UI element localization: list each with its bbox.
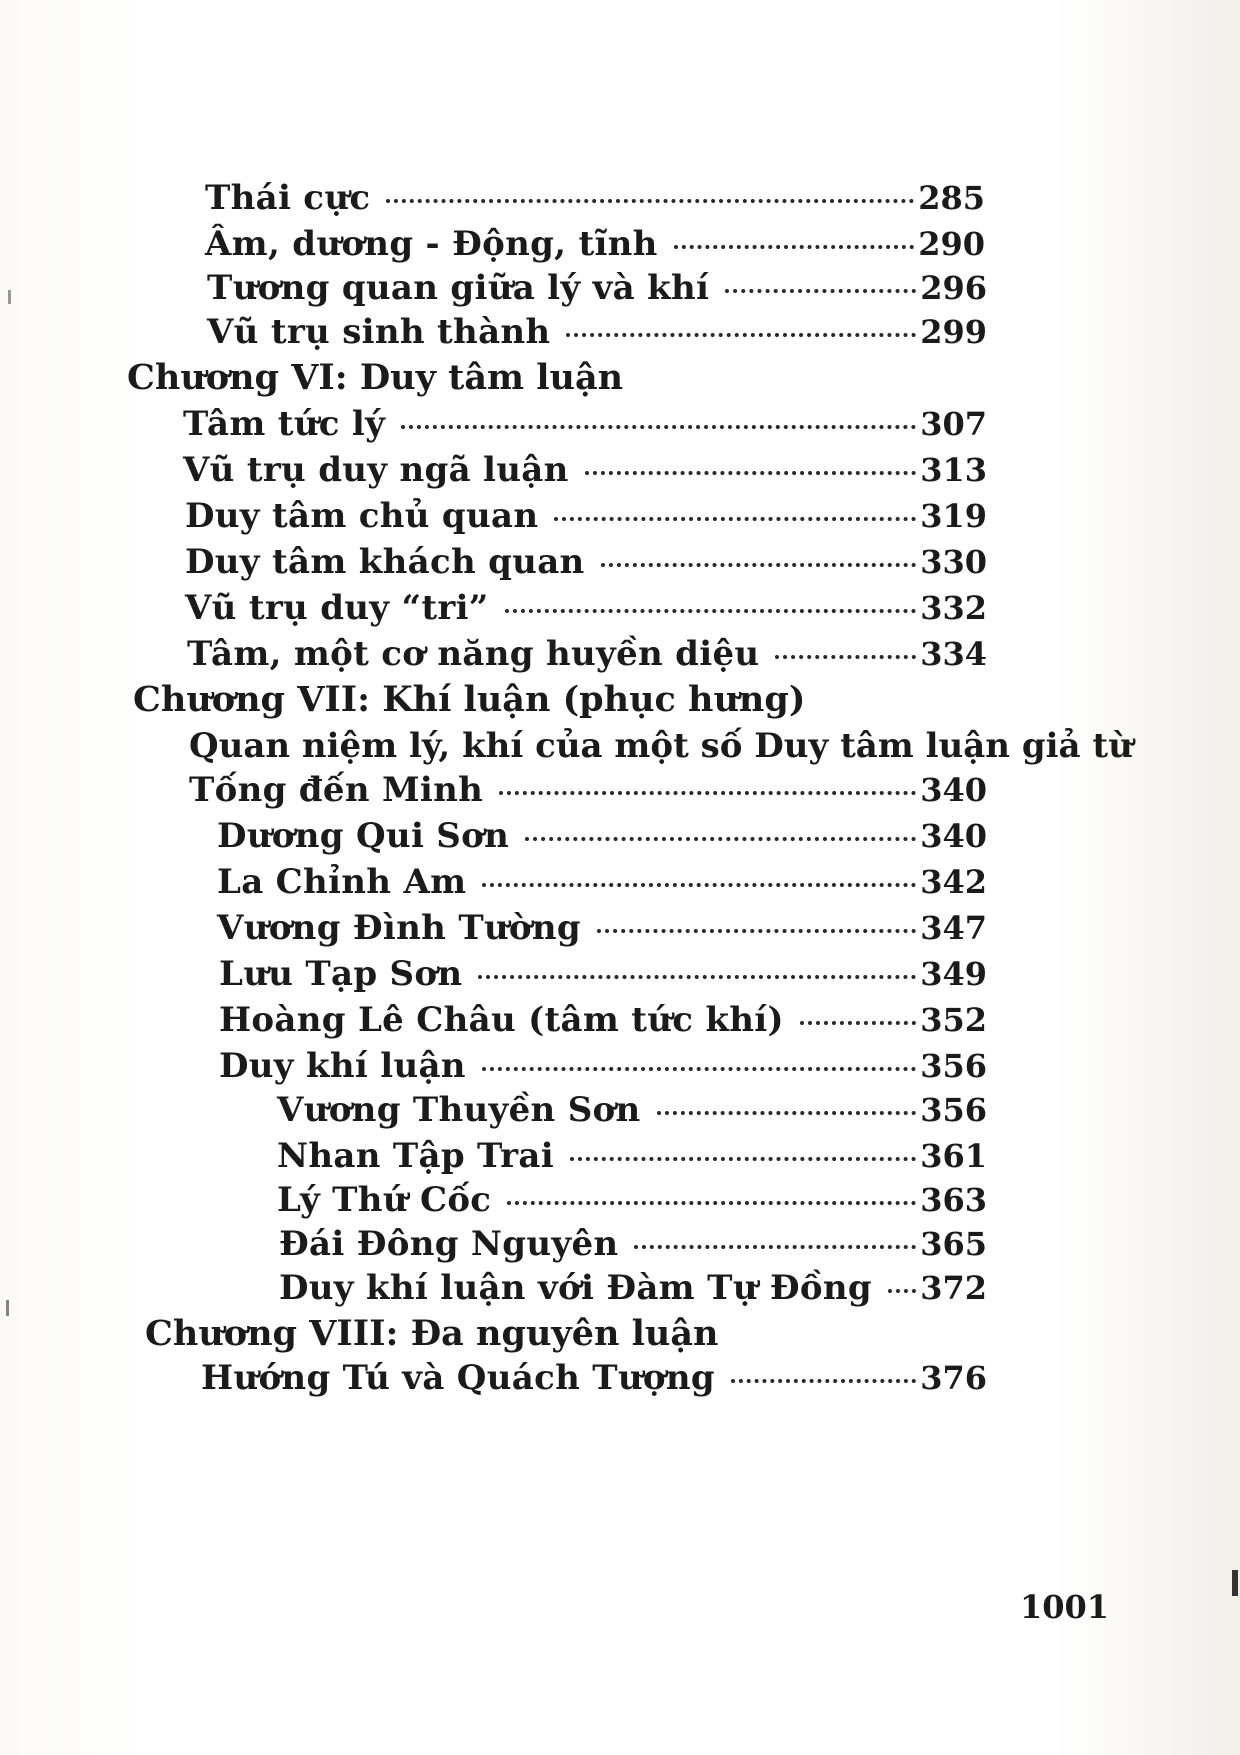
toc-entry-page: 372 (920, 1269, 987, 1307)
toc-entry-title: Hướng Tú và Quách Tượng (201, 1358, 715, 1398)
page-number: 1001 (1020, 1588, 1110, 1626)
toc-entry-page: 332 (920, 589, 987, 627)
toc-entry-title: Vương Thuyền Sơn (277, 1090, 641, 1130)
toc-entry (185, 586, 987, 630)
toc-sub-entry (277, 1088, 987, 1132)
toc-entry-page: 307 (920, 405, 987, 443)
toc-entry-page: 361 (920, 1137, 987, 1175)
toc-entry (185, 494, 987, 538)
toc-entry (183, 402, 987, 446)
dot-leader (597, 929, 916, 933)
toc-entry-title: Tương quan giữa lý và khí (207, 268, 710, 308)
dot-leader (657, 1111, 917, 1115)
dot-leader (554, 517, 916, 521)
toc-entry-title: Lý Thứ Cốc (277, 1180, 492, 1220)
toc-entry (219, 1044, 987, 1088)
toc-entry-title: La Chỉnh Am (217, 862, 467, 902)
toc-entry (185, 540, 987, 584)
dot-leader (386, 199, 914, 203)
toc-entry-page: 334 (920, 635, 987, 673)
toc-entry-page: 363 (920, 1181, 987, 1219)
toc-entry (201, 1356, 987, 1400)
toc-entry-page: 299 (920, 313, 987, 351)
toc-entry (217, 860, 987, 904)
toc-entry-page: 313 (920, 451, 987, 489)
dot-leader (566, 333, 916, 337)
toc-entry (207, 266, 987, 310)
toc-entry-page: 356 (920, 1047, 987, 1085)
toc-sub-entry (279, 1222, 987, 1266)
toc-entry-title: Dương Qui Sơn (217, 816, 510, 856)
toc-entry-title: Đái Đông Nguyên (279, 1224, 619, 1264)
dot-leader (775, 655, 916, 659)
toc-entry-page: 349 (920, 955, 987, 993)
toc-sub-entry (277, 1134, 987, 1178)
toc-entry-title: Vũ trụ duy ngã luận (183, 450, 569, 490)
dot-leader (674, 245, 915, 249)
toc-entry-page: 340 (920, 817, 987, 855)
toc-entry-title: Âm, dương - Động, tĩnh (205, 224, 658, 264)
dot-leader (401, 425, 916, 429)
toc-entry-title: Tâm, một cơ năng huyền diệu (187, 634, 760, 674)
toc-entry (219, 998, 987, 1042)
dot-leader (888, 1289, 916, 1293)
toc-entry (205, 176, 985, 220)
dot-leader (482, 883, 916, 887)
toc-entry-title: Lưu Tạp Sơn (219, 954, 463, 994)
toc-entry-title: Tống đến Minh (189, 770, 484, 810)
toc-sub-entry (277, 1178, 987, 1222)
toc-sub-entry (279, 1266, 987, 1310)
toc-entry-title: Hoàng Lê Châu (tâm tức khí) (219, 1000, 784, 1040)
dot-leader (800, 1021, 916, 1025)
dot-leader (505, 609, 917, 613)
dot-leader (585, 471, 917, 475)
chapter-heading: Chương VI: Duy tâm luận (127, 357, 624, 398)
dot-leader (482, 1067, 916, 1071)
toc-entry-title: Thái cực (205, 178, 371, 218)
toc-entry-page: 296 (920, 269, 987, 307)
scan-speck (8, 290, 11, 304)
dot-leader (478, 975, 916, 979)
toc-entry-title: Duy tâm chủ quan (185, 496, 539, 536)
toc-entry (207, 310, 987, 354)
scan-speck (6, 1300, 9, 1316)
toc-entry-page: 365 (920, 1225, 987, 1263)
toc-entry-title: Tâm tức lý (183, 404, 386, 444)
dot-leader (634, 1245, 916, 1249)
toc-entry-title: Duy tâm khách quan (185, 542, 585, 582)
toc-entry-page: 347 (920, 909, 987, 947)
toc-entry-page: 330 (920, 543, 987, 581)
toc-entry-title: Duy khí luận với Đàm Tự Đồng (279, 1268, 872, 1308)
toc-entry (189, 768, 987, 812)
chapter-heading: Chương VIII: Đa nguyên luận (145, 1313, 719, 1354)
dot-leader (725, 289, 916, 293)
toc-entry (217, 906, 987, 950)
dot-leader (507, 1201, 916, 1205)
toc-entry-page: 342 (920, 863, 987, 901)
toc-entry-page: 356 (920, 1091, 987, 1129)
toc-entry-page: 340 (920, 771, 987, 809)
toc-entry (219, 952, 987, 996)
toc-entry-title: Duy khí luận (219, 1046, 466, 1086)
toc-entry-page: 290 (918, 225, 985, 263)
toc-entry-page: 319 (920, 497, 987, 535)
toc-entry (205, 222, 985, 266)
toc-entry (217, 814, 987, 858)
dot-leader (570, 1157, 916, 1161)
toc-entry-title-line: Quan niệm lý, khí của một số Duy tâm luận giả từ (189, 726, 1133, 766)
toc-entry-page: 285 (918, 179, 985, 217)
dot-leader (525, 837, 916, 841)
toc-entry (187, 632, 987, 676)
dot-leader (731, 1379, 916, 1383)
toc-entry (183, 448, 987, 492)
toc-entry-title: Vũ trụ sinh thành (207, 312, 551, 352)
chapter-heading: Chương VII: Khí luận (phục hưng) (133, 679, 806, 720)
toc-entry-title: Vương Đình Tường (217, 908, 582, 948)
scan-edge-mark (1232, 1570, 1238, 1596)
dot-leader (499, 791, 916, 795)
toc-entry-page: 376 (920, 1359, 987, 1397)
toc-entry-title: Vũ trụ duy “tri” (185, 588, 489, 628)
dot-leader (601, 563, 917, 567)
toc-entry-page: 352 (920, 1001, 987, 1039)
toc-entry-title: Nhan Tập Trai (277, 1136, 554, 1176)
